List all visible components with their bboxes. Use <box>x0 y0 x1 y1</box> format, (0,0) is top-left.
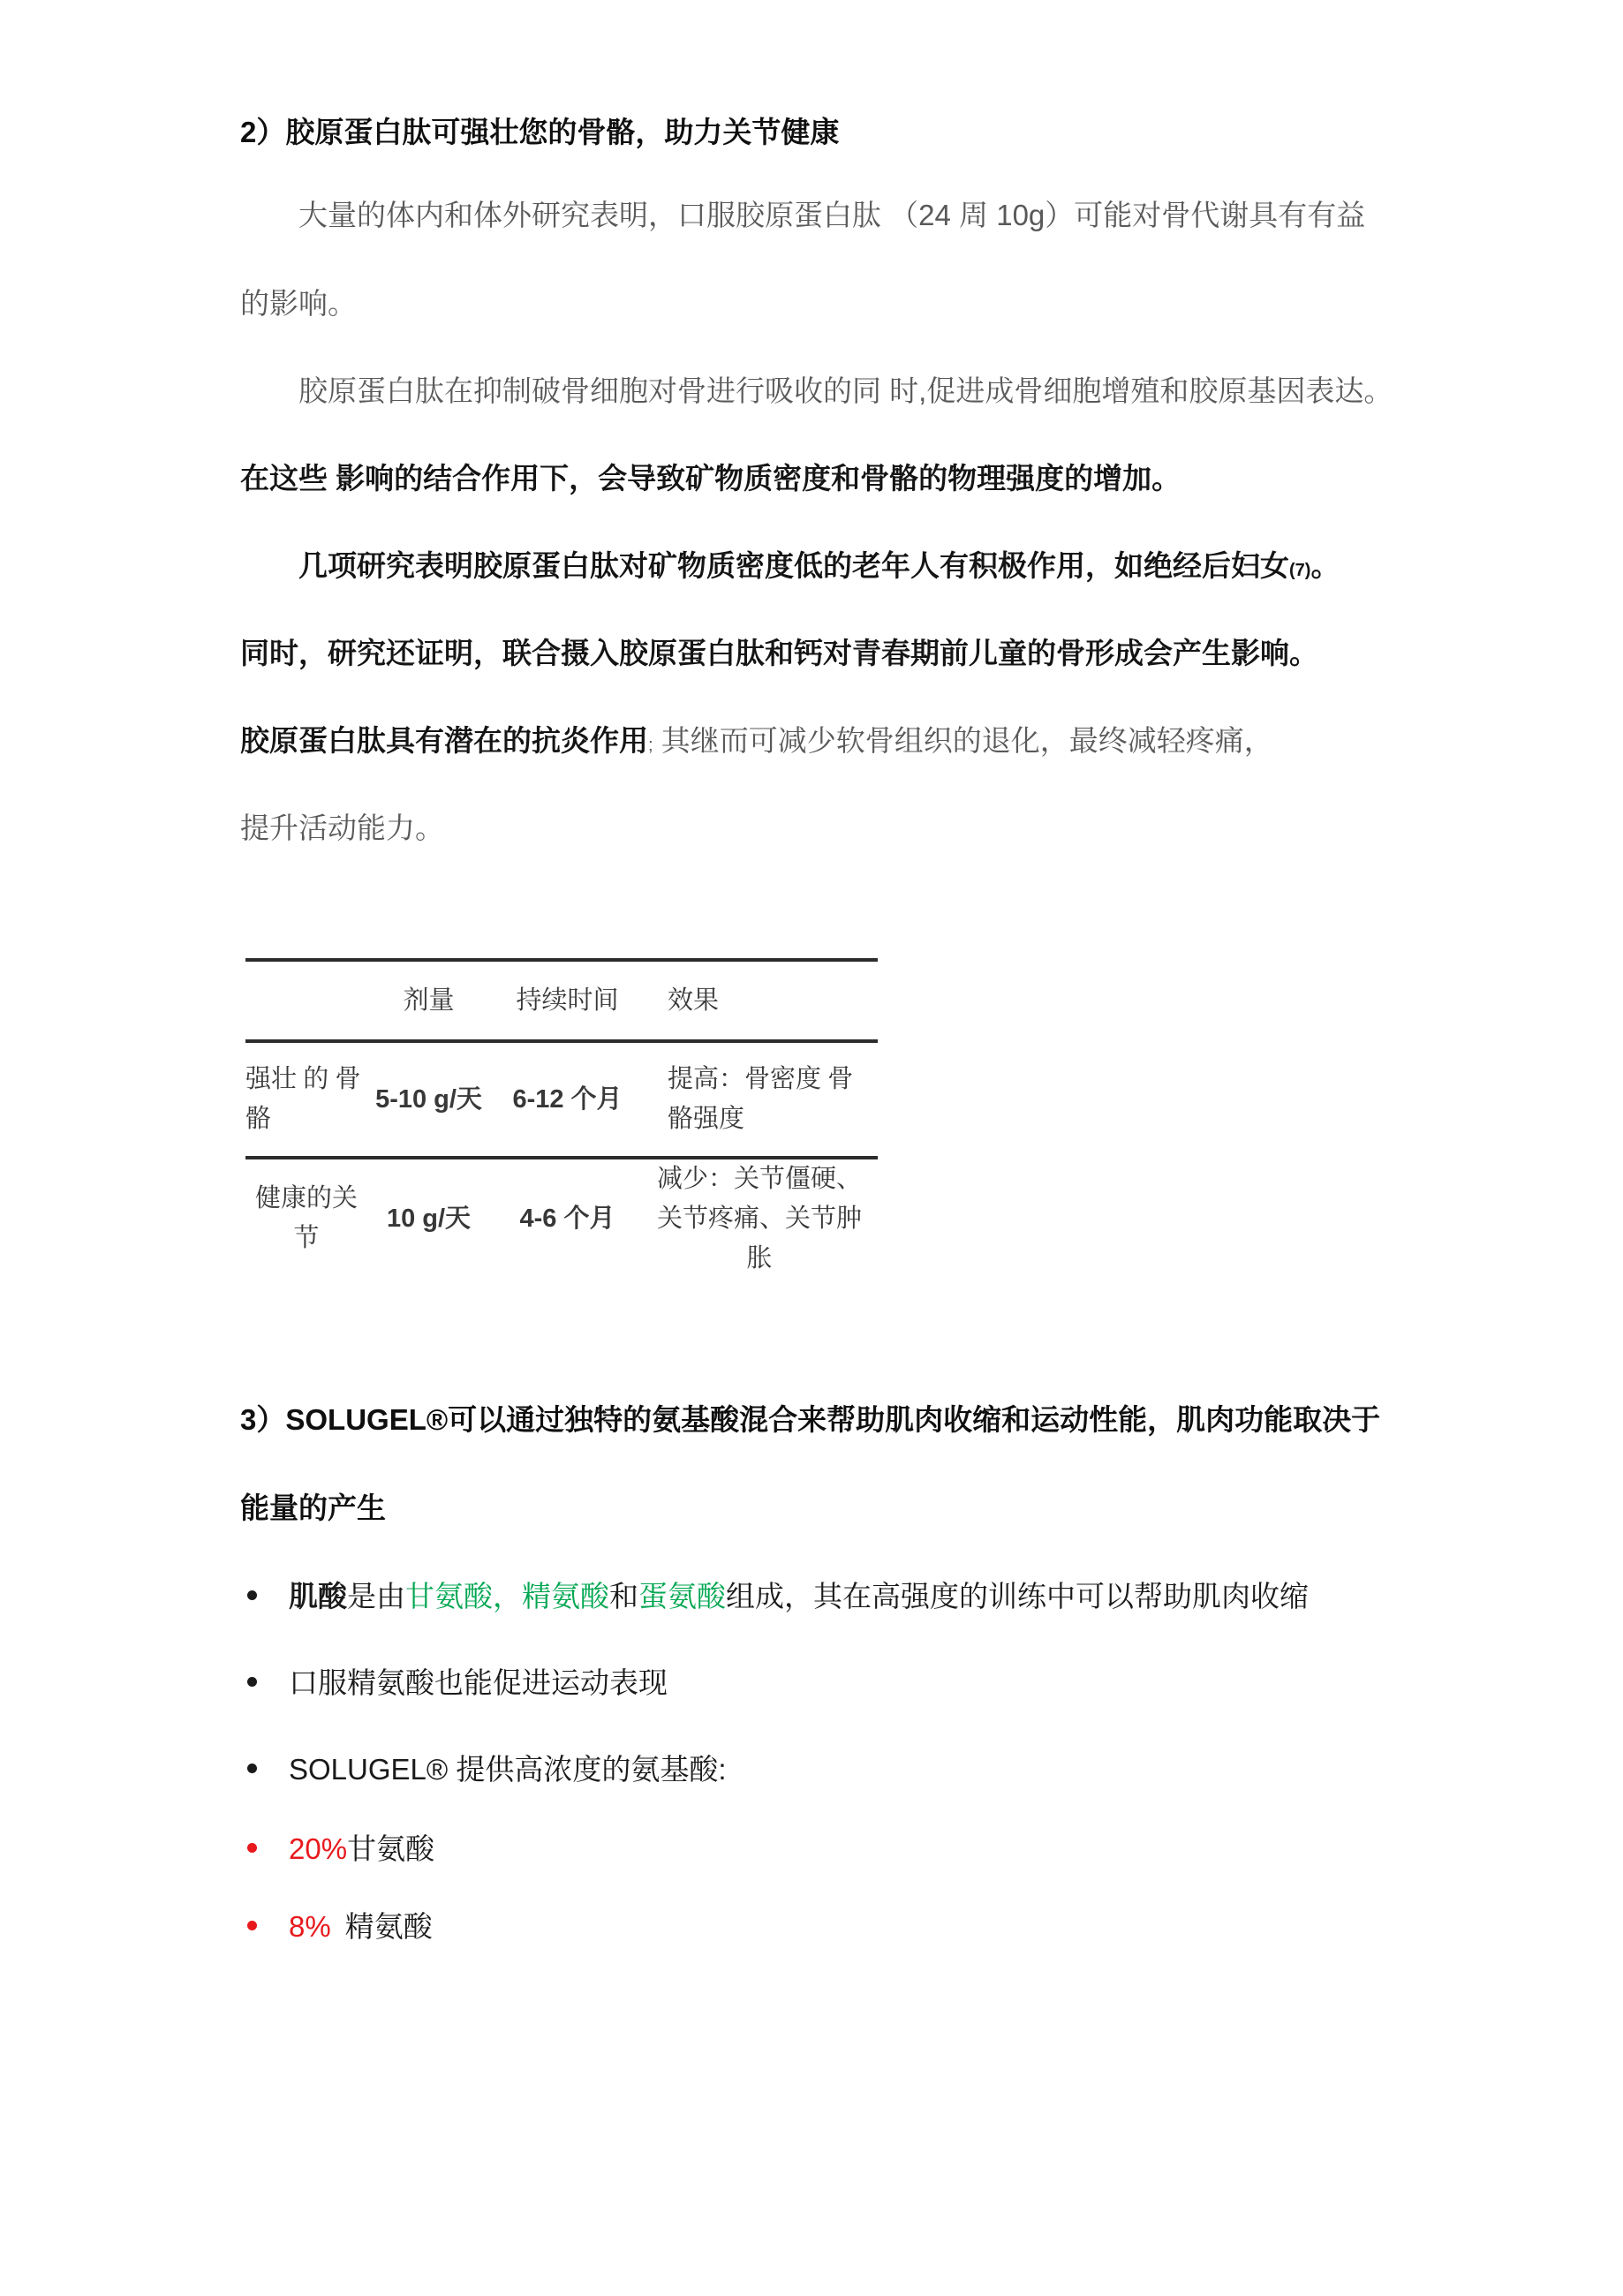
effect-line: 减少：关节僵硬、 <box>656 1165 862 1193</box>
table-header-effect: 效果 <box>668 986 720 1015</box>
paragraph-line: 胶原蛋白肽在抑制破骨细胞对骨进行吸收的同 时,促进成骨细胞增殖和胶原基因表达。 <box>298 374 1393 407</box>
bullet-text-bold: 肌酸 <box>289 1580 347 1612</box>
paragraph-line: 提升活动能力。 <box>240 812 444 844</box>
bullet-item <box>247 1909 433 1945</box>
amino-acid-green: 甘氨酸 <box>405 1580 493 1612</box>
effect-value <box>645 1060 878 1139</box>
bullet-icon <box>247 1843 257 1853</box>
bullet-item <box>247 1665 668 1701</box>
paragraph-line: 在这些 影响的结合作用下，会导致矿物质密度和骨骼的物理强度的增加。 <box>240 462 1181 495</box>
dose-value: 10 g/天 <box>386 1204 472 1233</box>
section2-heading: 2）胶原蛋白肽可强壮您的骨骼，助力关节健康 <box>240 116 840 148</box>
table-header-row <box>245 958 878 1039</box>
table-row <box>245 1039 878 1156</box>
paragraph-line: 大量的体内和体外研究表明，口服胶原蛋白肽 （24 周 10g）可能对骨代谢具有有益 <box>298 199 1366 231</box>
row-label-line: 强壮 的 骨 <box>245 1065 361 1094</box>
bullet-text: 是由 <box>347 1580 405 1612</box>
row-label-line: 健康的关 <box>254 1184 358 1213</box>
paragraph-line: 的影响。 <box>240 287 357 320</box>
bullet-text: 和 <box>609 1580 638 1612</box>
effect-value <box>645 1159 878 1279</box>
bullet-icon <box>247 1764 257 1773</box>
effect-line: 提高：骨密度 骨 <box>668 1065 854 1094</box>
dosage-table <box>245 958 878 1273</box>
paragraph-text: 几项研究表明胶原蛋白肽对矿物质密度低的老年人有积极作用，如绝经后妇女 <box>298 549 1289 582</box>
section3-heading-line2: 能量的产生 <box>240 1492 386 1524</box>
percentage-value: 8% <box>289 1910 331 1943</box>
bullet-icon <box>247 1677 257 1687</box>
bullet-text: 组成，其在高强度的训练中可以帮助肌肉收缩 <box>726 1580 1309 1612</box>
percentage-value: 20% <box>289 1832 348 1865</box>
table-header-dose: 剂量 <box>403 986 455 1015</box>
bullet-text: 精氨酸 <box>344 1910 433 1943</box>
bullet-item <box>247 1832 434 1867</box>
bullet-text: 口服精氨酸也能促进运动表现 <box>289 1666 668 1699</box>
amino-acid-green: 精氨酸 <box>522 1580 609 1612</box>
bullet-icon <box>247 1590 257 1600</box>
reference-marker: (7) <box>1289 561 1311 580</box>
dose-value: 5-10 g/天 <box>375 1084 482 1114</box>
duration-value: 6-12 个月 <box>512 1084 623 1114</box>
paragraph-text: 其继而可减少软骨组织的退化，最终减轻疼痛， <box>653 724 1273 757</box>
row-label <box>245 1060 367 1139</box>
bullet-text: 甘氨酸 <box>347 1832 435 1865</box>
effect-line: 关节疼痛、关节肿胀 <box>656 1204 862 1273</box>
section3-heading-line1: 3）SOLUGEL®可以通过独特的氨基酸混合来帮助肌肉收缩和运动性能，肌肉功能取决于 <box>240 1403 1381 1436</box>
row-label-line: 节 <box>293 1224 320 1253</box>
paragraph-line <box>240 723 1273 759</box>
effect-line: 骼强度 <box>668 1105 745 1133</box>
punctuation-mark: ; <box>648 736 653 755</box>
row-label-line: 骼 <box>245 1105 272 1133</box>
paragraph-text: 。 <box>1310 549 1340 582</box>
amino-acid-green: 蛋氨酸 <box>638 1580 726 1612</box>
table-header-duration: 持续时间 <box>516 986 619 1015</box>
duration-value: 4-6 个月 <box>519 1204 615 1233</box>
paragraph-line <box>298 548 1340 584</box>
paragraph-line: 同时，研究还证明，联合摄入胶原蛋白肽和钙对青春期前儿童的骨形成会产生影响。 <box>240 637 1318 669</box>
paragraph-text-bold: 胶原蛋白肽具有潜在的抗炎作用 <box>240 724 648 757</box>
punctuation-mark: ， <box>493 1580 522 1612</box>
bullet-icon <box>247 1921 257 1930</box>
table-row <box>245 1156 878 1273</box>
bullet-item <box>247 1752 727 1787</box>
bullet-item <box>247 1579 1309 1614</box>
row-label <box>245 1179 367 1258</box>
bullet-text: SOLUGEL® 提供高浓度的氨基酸: <box>289 1753 727 1786</box>
